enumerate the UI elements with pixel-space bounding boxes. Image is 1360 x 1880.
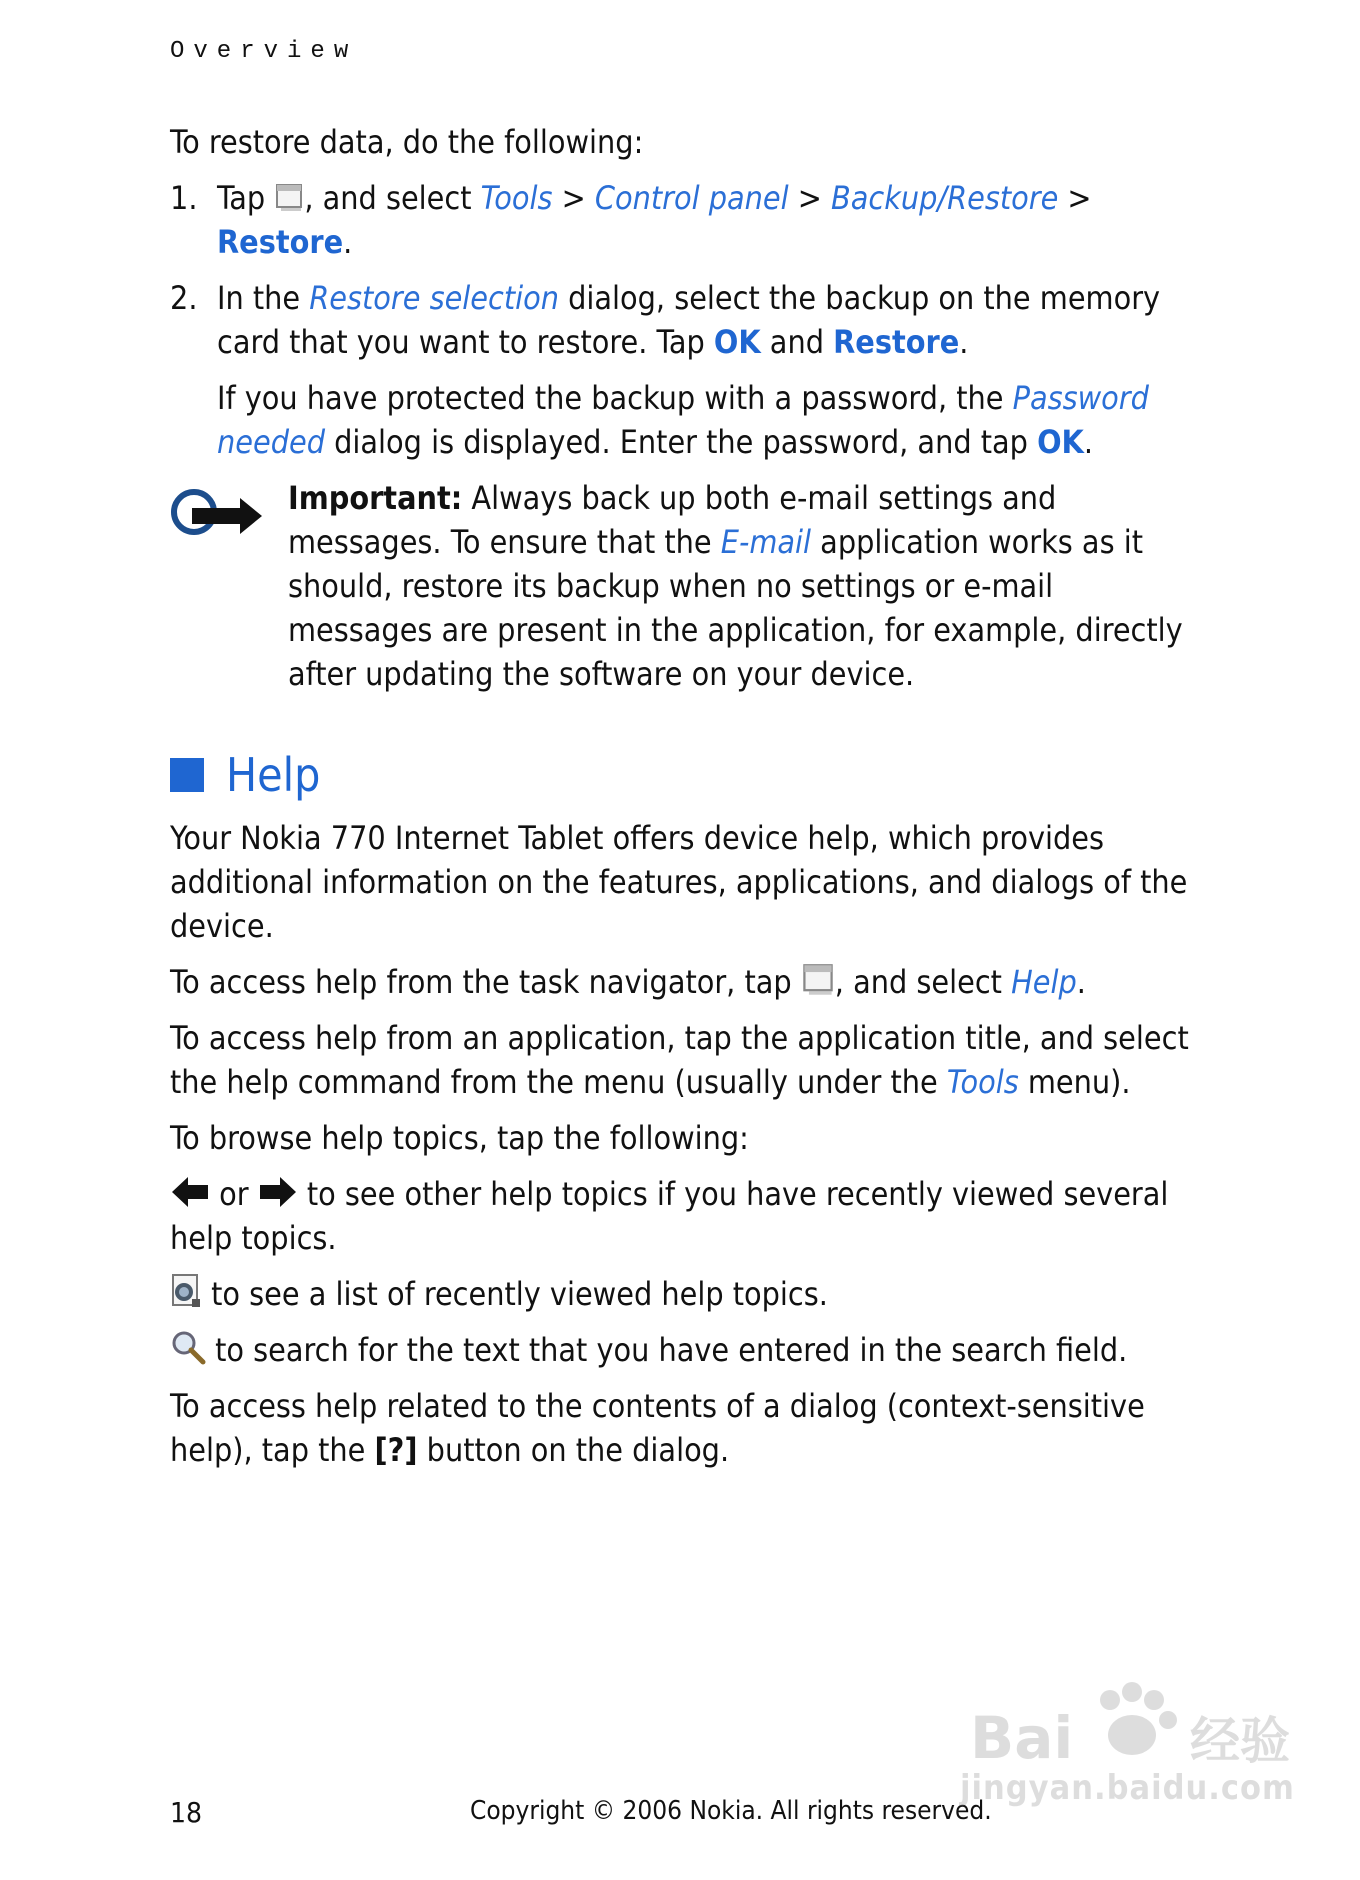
command-restore: Restore	[833, 323, 960, 361]
heading-square-icon	[170, 758, 204, 792]
restore-intro: To restore data, do the following:	[170, 123, 644, 161]
watermark-url: jingyan.baidu.com	[960, 1768, 1295, 1808]
watermark	[960, 1680, 1295, 1830]
page-content	[170, 120, 1190, 1484]
running-header: Overview	[170, 38, 358, 65]
step-number: 2.	[170, 279, 198, 317]
help-nav-arrows: or to see other help topics if you have recently viewed several help topics.	[170, 1175, 1169, 1257]
restore-steps	[170, 176, 1190, 464]
paw-logo	[960, 1680, 1290, 1770]
context-help-button-label: [?]	[374, 1431, 418, 1469]
copyright-notice: Copyright © 2006 Nokia. All rights reserved.	[470, 1796, 992, 1826]
magnifier-icon	[170, 1329, 206, 1365]
help-paragraph-4: To browse help topics, tap the following:	[170, 1119, 749, 1157]
menu-backup-restore: Backup/Restore	[831, 179, 1059, 217]
restore-step-2: 2. In the Restore selection dialog, select the backup on the memory card that you want to restore. Tap OK and Restore. If you have protected the backup with a password, the Password needed dialog is displayed. Enter the password, and tap OK.	[170, 276, 1190, 464]
menu-control-panel: Control panel	[594, 179, 789, 217]
password-note: If you have protected the backup with a password, the Password needed dialog is displayed. Enter the password, and tap OK.	[217, 379, 1149, 461]
restore-step-1: 1. Tap , and select Tools > Control panel > Backup/Restore > Restore.	[170, 176, 1190, 264]
menu-tools: Tools	[946, 1063, 1019, 1101]
help-history: to see a list of recently viewed help topics.	[170, 1272, 1190, 1316]
important-pointer-icon	[170, 486, 266, 546]
help-paragraph-2: To access help from the task navigator, tap , and select Help.	[170, 963, 1086, 1001]
step-number: 1.	[170, 179, 198, 217]
command-ok: OK	[713, 323, 761, 361]
help-paragraph-3: To access help from an application, tap the application title, and select the help command from the menu (usually under the Tools menu).	[170, 1019, 1189, 1101]
command-ok: OK	[1037, 423, 1084, 461]
help-paragraph-1: Your Nokia 770 Internet Tablet offers device help, which provides additional information on the features, applications, and dialogs of the device.	[170, 819, 1188, 945]
help-search: to search for the text that you have entered in the search field.	[170, 1328, 1190, 1372]
menu-tools: Tools	[480, 179, 553, 217]
app-email: E-mail	[720, 523, 812, 561]
important-label: Important:	[288, 479, 463, 517]
dialog-restore-selection: Restore selection	[309, 279, 559, 317]
dialog-password-needed: Password needed	[217, 379, 1149, 461]
window-icon	[801, 963, 835, 997]
history-icon	[170, 1273, 202, 1309]
arrow-left-icon	[170, 1175, 210, 1209]
menu-help: Help	[1011, 963, 1077, 1001]
window-icon	[274, 183, 304, 213]
svg-text:经验: 经验	[1190, 1712, 1290, 1770]
section-heading-help: Help	[170, 746, 1190, 804]
page-number: 18	[170, 1796, 203, 1829]
important-note: Important: Always back up both e-mail settings and messages. To ensure that the E-mail application works as it should, restore its backup when no settings or e-mail messages are present in the application, for example, directly after updating the software on your device.	[170, 476, 1190, 696]
arrow-right-icon	[258, 1175, 298, 1209]
help-paragraph-context: To access help related to the contents of a dialog (context-sensitive help), tap the [?] button on the dialog.	[170, 1387, 1145, 1469]
command-restore: Restore	[217, 223, 344, 261]
svg-text:Bai: Bai	[970, 1704, 1074, 1770]
